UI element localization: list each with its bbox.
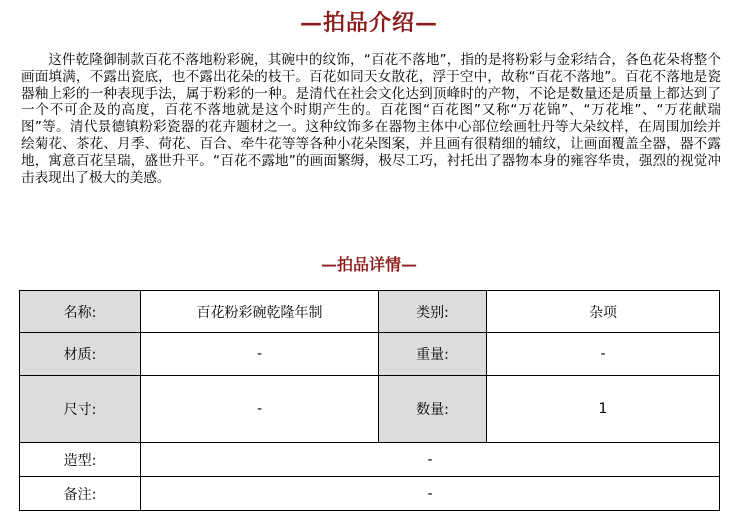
remarks-label: 备注: <box>20 477 141 511</box>
table-row <box>20 291 720 333</box>
table-row <box>20 443 720 477</box>
details-table <box>19 290 720 511</box>
category-label: 类别: <box>379 291 487 333</box>
table-row <box>20 477 720 511</box>
name-label: 名称: <box>20 291 141 333</box>
shape-value: - <box>141 443 720 477</box>
intro-paragraph: 这件乾隆御制款百花不落地粉彩碗，其碗中的纹饰，“百花不落地”，指的是将粉彩与金彩结合，各色花朵将整个画面填满，不露出瓷底，也不露出花朵的枝干。百花如同天女散花，浮于空中，故称“百花不落地”。百花不落地是瓷器釉上彩的一种表现手法，属于粉彩的一种。是清代在社会文化达到顶峰时的产物，不论是数量还是质量上都达到了一个不可企及的高度，百花不落地就是这个时期产生的。百花图“百花图”又称“万花锦”、“万花堆”、“万花献瑞图”等。清代景德镇粉彩瓷器的花卉题材之一。这种纹饰多在器物主体中心部位绘画牡丹等大朵纹样，在周围加绘并绘菊花、茶花、月季、荷花、百合、牵牛花等等各种小花朵图案，并且画有很精细的辅纹，让画面覆盖全器，器不露地，寓意百花呈瑞，盛世升平。“百花不露地”的画面繁缛，极尽工巧，衬托出了器物本身的雍容华贵，强烈的视觉冲击表现出了极大的美感。 <box>21 52 721 186</box>
material-label: 材质: <box>20 333 141 376</box>
shape-label: 造型: <box>20 443 141 477</box>
material-value: - <box>141 333 379 376</box>
table-row <box>20 333 720 376</box>
size-value: - <box>141 376 379 443</box>
intro-section-title: —拍品介绍— <box>299 10 438 36</box>
size-label: 尺寸: <box>20 376 141 443</box>
table-row <box>20 376 720 443</box>
details-section-title: —拍品详情— <box>320 255 417 274</box>
name-value: 百花粉彩碗乾隆年制 <box>141 291 379 333</box>
weight-label: 重量: <box>379 333 487 376</box>
category-value: 杂项 <box>487 291 720 333</box>
quantity-value: 1 <box>487 376 720 443</box>
quantity-label: 数量: <box>379 376 487 443</box>
weight-value: - <box>487 333 720 376</box>
remarks-value: - <box>141 477 720 511</box>
